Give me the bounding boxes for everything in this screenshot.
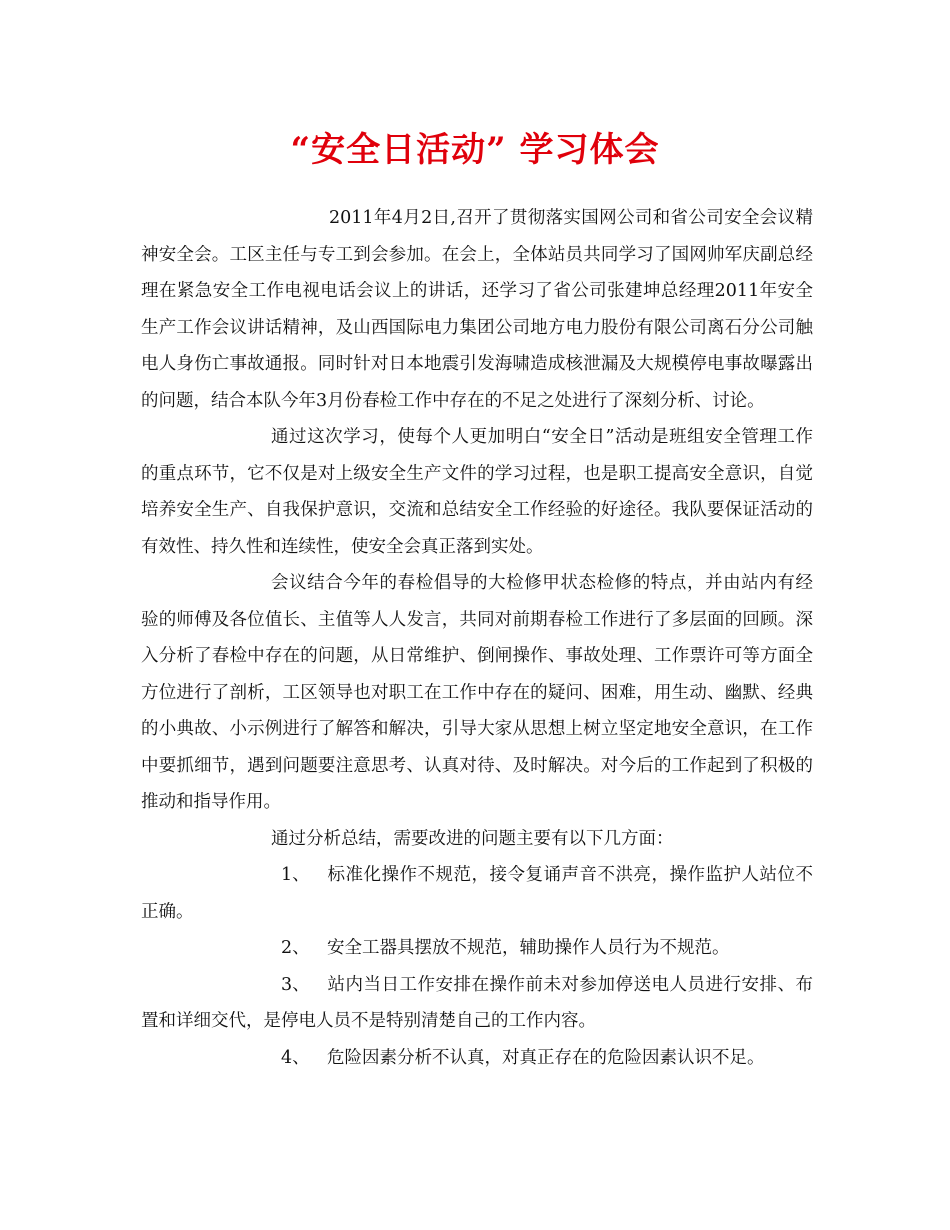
document-title: “安全日活动” 学习体会 xyxy=(290,130,660,170)
document-body xyxy=(141,200,813,1076)
list-item-text: 危险因素分析不认真，对真正存在的危险因素认识不足。 xyxy=(327,1047,765,1068)
list-item xyxy=(141,967,813,1040)
paragraph-2: 通过这次学习，使每个人更加明白“安全日”活动是班组安全管理工作的重点环节，它不仅是对上级安全生产文件的学习过程，也是职工提高安全意识，自觉培养安全生产、自我保护意识，交流和总结安全工作经验的好途径。我队要保证活动的有效性、持久性和连续性，使安全会真正落到实处。 xyxy=(141,427,813,557)
list-item-text: 安全工器具摆放不规范，辅助操作人员行为不规范。 xyxy=(327,938,730,958)
list-item xyxy=(141,930,813,967)
list-item-number: 1、 xyxy=(281,865,310,885)
list-item-text: 站内当日工作安排在操作前未对参加停送电人员进行安排、布置和详细交代，是停电人员不是特别清楚自己的工作内容。 xyxy=(141,974,813,1031)
list-item xyxy=(141,1040,813,1077)
list-item-number: 3、 xyxy=(281,974,310,995)
paragraph-3: 会议结合今年的春检倡导的大检修甲状态检修的特点，并由站内有经验的师傅及各位值长、主值等人人发言，共同对前期春检工作进行了多层面的回顾。深入分析了春检中存在的问题，从日常维护、倒闸操作、事故处理、工作票许可等方面全方位进行了剖析，工区领导也对职工在工作中存在的疑问、困难，用生动、幽默、经典的小典故、小示例进行了解答和解决，引导大家从思想上树立坚定地安全意识，在工作中要抓细节，遇到问题要注意思考、认真对待、及时解决。对今后的工作起到了积极的推动和指导作用。 xyxy=(141,573,813,812)
list-item-number: 4、 xyxy=(281,1047,310,1068)
list-item xyxy=(141,857,813,930)
list-item-number: 2、 xyxy=(281,938,310,958)
list-item-text: 标准化操作不规范，接令复诵声音不洪亮，操作监护人站位不正确。 xyxy=(141,865,813,922)
paragraph-1: 2011年4月2日,召开了贯彻落实国网公司和省公司安全会议精神安全会。工区主任与专工到会参加。在会上，全体站员共同学习了国网帅军庆副总经理在紧急安全工作电视电话会议上的讲话，还学习了省公司张建坤总经理2011年安全生产工作会议讲话精神，及山西国际电力集团公司地方电力股份有限公司离石分公司触电人身伤亡事故通报。同时针对日本地震引发海啸造成核泄漏及大规模停电事故曝露出的问题，结合本队今年3月份春检工作中存在的不足之处进行了深刻分析、讨论。 xyxy=(141,208,813,411)
paragraph-4: 通过分析总结，需要改进的问题主要有以下几方面： xyxy=(271,828,674,849)
